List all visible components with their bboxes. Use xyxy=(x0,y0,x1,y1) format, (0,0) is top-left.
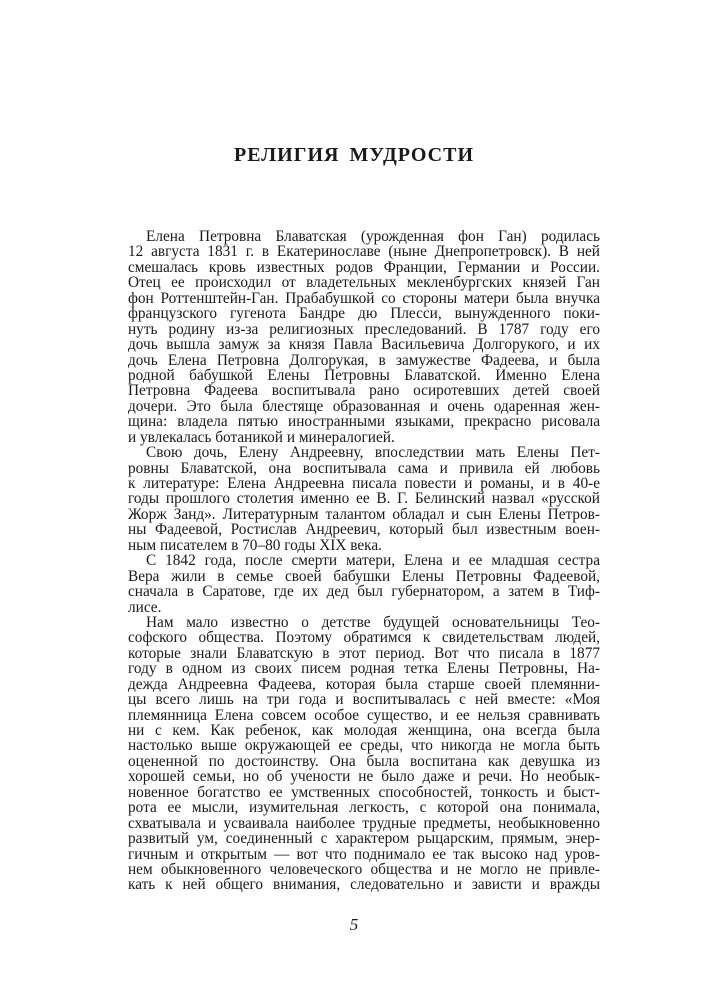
text-line: гичным и открытым — вот что поднимало ее так высоко над уров- xyxy=(128,845,600,863)
text-line: Елена Петровна Блаватская (урожденная фон Ган) родилась xyxy=(146,228,600,245)
text-line: ровны Блаватской, она воспитывала сама и привила ей любовь xyxy=(128,459,600,477)
text-line: Свою дочь, Елену Андреевну, впоследствии мать Елены Пет- xyxy=(146,444,600,462)
text-line: годы прошлого столетия именно ее В. Г. Белинский назвал «русской xyxy=(128,490,600,508)
text-line: и увлекалась ботаникой и минералогией. xyxy=(128,428,395,446)
text-line: новенное богатство ее умственных способностей, тонкость и быст- xyxy=(128,783,600,801)
text-line: которые знали Блаватскую в этот период. Вот что писала в 1877 xyxy=(128,644,600,662)
text-line: смешалась кровь известных родов Франции, Германии и России. xyxy=(128,258,600,276)
text-line: дежда Андреевна Фадеева, которая была старше своей племянни- xyxy=(128,675,600,693)
paragraph xyxy=(128,445,600,553)
text-line: лисе. xyxy=(128,598,162,616)
text-line: Петровна Фадеева воспитывала рано осиротевших детей своей xyxy=(128,382,600,400)
text-line: развитый ум, соединенный с характером рыцарским, прямым, энер- xyxy=(128,830,600,848)
body-text xyxy=(128,229,600,893)
text-line: фон Роттенштейн-Ган. Прабабушкой со стороны матери была внучка xyxy=(128,289,600,307)
text-line: схватывала и усваивала наиболее трудные предметы, необыкновенно xyxy=(128,814,600,832)
text-line: кать к ней общего внимания, следовательно и зависти и вражды xyxy=(128,876,600,894)
text-line: ным писателем в 70–80 годы XIX века. xyxy=(128,536,382,554)
text-line: Вера жили в семье своей бабушки Елены Петровны Фадеевой, xyxy=(128,567,600,585)
text-line: софского общества. Поэтому обратимся к свидетельствам людей, xyxy=(128,629,600,647)
text-line: нем обыкновенного человеческого общества и не могло не привле- xyxy=(128,860,600,878)
text-line: настолько выше окружающей ее среды, что никогда не могла быть xyxy=(128,737,600,755)
page-number: 5 xyxy=(349,915,359,934)
text-line: году в одном из своих писем родная тетка Елены Петровны, На- xyxy=(128,660,600,678)
text-line: к литературе: Елена Андреевна писала повести и романы, и в 40-е xyxy=(128,475,600,492)
text-line: дочь вышла замуж за князя Павла Васильевича Долгорукого, и их xyxy=(128,336,600,354)
text-line: цы всего лишь на три года и воспитывалась с ней вместе: «Моя xyxy=(128,691,600,709)
paragraph xyxy=(128,553,600,615)
paragraph xyxy=(128,229,600,445)
text-line: дочери. Это была блестяще образованная и очень одаренная жен- xyxy=(128,397,600,415)
text-line: оцененной по достоинству. Она была воспитана как девушка из xyxy=(128,752,600,770)
text-line: родной бабушкой Елены Петровны Блаватской. Именно Елена xyxy=(128,366,600,384)
text-line: сначала в Саратове, где их дед был губернатором, а затем в Тиф- xyxy=(128,583,600,601)
text-line: нуть родину из-за религиозных преследований. В 1787 году его xyxy=(128,320,600,338)
text-line: дочь Елена Петровна Долгорукая, в замужестве Фадеева, и была xyxy=(128,351,600,369)
text-line: Отец ее происходил от владетельных мекленбургских князей Ган xyxy=(128,274,600,292)
text-line: Жорж Занд». Литературным талантом обладал и сын Елены Петров- xyxy=(128,505,600,523)
text-line: 12 августа 1831 г. в Екатеринославе (ныне Днепропетровск). В ней xyxy=(128,243,600,261)
paragraph xyxy=(128,615,600,893)
text-line: рота ее мысли, изумительная легкость, с которой она понимала, xyxy=(128,799,600,817)
text-line: хорошей семьи, но об учености не было даже и речи. Но необык- xyxy=(128,768,600,786)
text-line: ны Фадеевой, Ростислав Андреевич, который был известным воен- xyxy=(128,521,600,539)
text-line: щина: владела пятью иностранными языками, прекрасно рисовала xyxy=(128,413,600,431)
text-line: французского гугенота Бандре дю Плесси, вынужденного поки- xyxy=(128,305,600,323)
text-line: племянница Елена совсем особое существо, и ее нельзя сравнивать xyxy=(128,706,600,724)
chapter-title: РЕЛИГИЯ МУДРОСТИ xyxy=(233,144,474,166)
text-line: С 1842 года, после смерти матери, Елена и ее младшая сестра xyxy=(146,552,600,570)
text-line: ни с кем. Как ребенок, как молодая женщина, она всегда была xyxy=(128,722,600,739)
text-line: Нам мало известно о детстве будущей основательницы Тео- xyxy=(146,613,600,631)
